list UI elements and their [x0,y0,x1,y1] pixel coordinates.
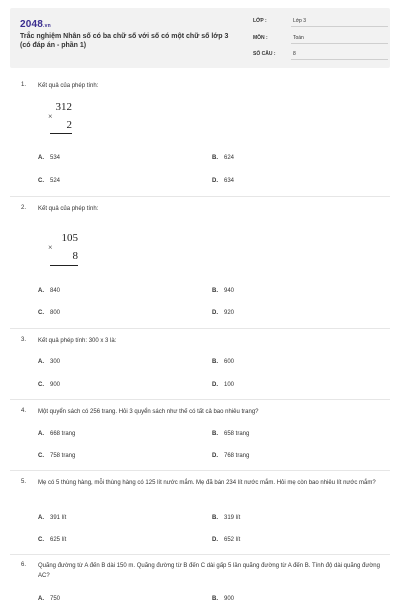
option-d[interactable]: D. 768 trang [212,453,250,459]
option-a[interactable]: A. 534 [38,155,61,161]
question-text: Kết quả của phép tính: [38,83,99,89]
question-text: Mẹ có 5 thùng hàng, mỗi thùng hàng có 125 lít nước mắm. Mẹ đã bán 234 lít nước mắm. Hỏi mẹ còn bao nhiêu lít nước mắm? [38,480,376,486]
multiply-sign: × [48,243,53,252]
site-logo[interactable] [20,19,51,30]
grade-value: Lớp 3 [293,18,307,24]
option-b[interactable]: B. 624 [212,155,235,161]
question-number: 1. [21,82,27,88]
calc-line [50,265,78,266]
multiply-sign: × [48,112,53,121]
multiplicand: 312 [55,101,72,113]
question-number: 4. [21,408,27,414]
option-b[interactable]: B. 319 lít [212,515,241,521]
grade-underline [291,26,388,27]
option-b[interactable]: B. 900 [212,596,235,602]
question-text: Kết quả phép tính: 300 x 3 là: [38,338,117,344]
multiplication-layout [48,101,72,141]
logo-main: 2048 [20,19,44,30]
grade-label: LỚP : [253,18,267,24]
question-number: 6. [21,562,27,568]
question-divider [10,470,390,471]
multiplicand: 105 [61,232,78,244]
option-c[interactable]: C. 524 [38,178,61,184]
option-a[interactable]: A. 840 [38,288,61,294]
question-text: Một quyển sách có 256 trang. Hỏi 3 quyển sách như thế có tất cả bao nhiêu trang? [38,409,259,415]
subject-underline [291,43,388,44]
option-d[interactable]: D. 920 [212,310,235,316]
multiplication-layout [48,232,78,272]
option-b[interactable]: B. 658 trang [212,431,250,437]
question-divider [10,196,390,197]
subject-value: Toán [293,35,304,41]
multiplier: 2 [66,119,72,131]
option-a[interactable]: A. 391 lít [38,515,67,521]
option-a[interactable]: A. 300 [38,359,61,365]
question-number: 2. [21,205,27,211]
worksheet-header [10,8,390,68]
question-count-underline [291,59,388,60]
worksheet-title: Trắc nghiệm Nhân số có ba chữ số với số có một chữ số lớp 3 (có đáp án - phần 1) [20,33,229,49]
option-d[interactable]: D. 100 [212,382,235,388]
option-d[interactable]: D. 634 [212,178,235,184]
subject-label: MÔN : [253,35,268,41]
question-number: 3. [21,337,27,343]
question-divider [10,554,390,555]
option-a[interactable]: A. 750 [38,596,61,602]
question-count-label: SỐ CÂU : [253,51,276,57]
calc-line [50,133,72,134]
question-text: Kết quả của phép tính: [38,206,99,212]
question-divider [10,328,390,329]
multiplier: 8 [72,250,78,262]
option-c[interactable]: C. 900 [38,382,61,388]
option-d[interactable]: D. 652 lít [212,537,241,543]
logo-suffix: .vn [43,23,51,29]
option-b[interactable]: B. 940 [212,288,235,294]
option-c[interactable]: C. 800 [38,310,61,316]
option-a[interactable]: A. 668 trang [38,431,76,437]
question-number: 5. [21,479,27,485]
question-text: Quãng đường từ A đến B dài 150 m. Quãng đường từ B đến C dài gấp 5 lần quãng đường từ A đến B. Tính độ dài quãng đường AC? [38,563,380,579]
question-count-value: 8 [293,51,296,57]
option-c[interactable]: C. 758 trang [38,453,76,459]
option-c[interactable]: C. 625 lít [38,537,67,543]
question-divider [10,399,390,400]
option-b[interactable]: B. 600 [212,359,235,365]
